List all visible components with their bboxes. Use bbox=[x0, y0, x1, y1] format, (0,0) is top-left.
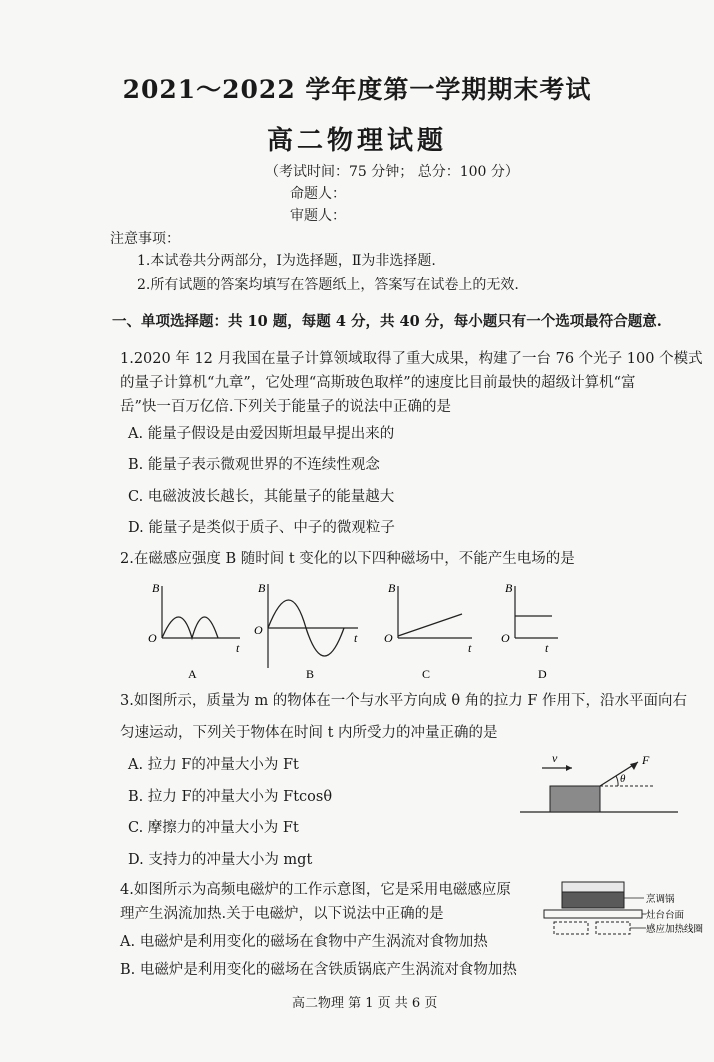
origin-label: O bbox=[254, 623, 263, 637]
q3-stem-line: 匀速运动，下列关于物体在时间 t 内所受力的冲量正确的是 bbox=[120, 725, 498, 741]
q2-graphs bbox=[140, 576, 560, 686]
coil-right bbox=[596, 922, 630, 934]
axis-b-label: B bbox=[152, 581, 160, 595]
q4-figure bbox=[540, 876, 705, 948]
graph-d bbox=[501, 581, 558, 681]
q1-stem-line: 岳”快一百万亿倍.下列关于能量子的说法中正确的是 bbox=[120, 399, 452, 415]
coil-left bbox=[554, 922, 588, 934]
axis-t-label: t bbox=[468, 641, 472, 655]
curve-a bbox=[162, 617, 218, 638]
axis-b-label: B bbox=[258, 581, 266, 595]
author-label: 命题人： bbox=[290, 186, 346, 202]
q3-option-b: B. 拉力 F的冲量大小为 Ftcosθ bbox=[128, 789, 333, 805]
axis-t-label: t bbox=[236, 641, 240, 655]
exam-info: （考试时间：75 分钟； 总分：100 分） bbox=[265, 164, 519, 180]
q4-option-b: B. 电磁炉是利用变化的磁场在含铁质锅底产生涡流对食物加热 bbox=[120, 962, 517, 978]
q2-stem: 2.在磁感应强度 B 随时间 t 变化的以下四种磁场中，不能产生电场的是 bbox=[120, 551, 575, 567]
graph-c bbox=[384, 581, 472, 681]
q4-option-a: A. 电磁炉是利用变化的磁场在食物中产生涡流对食物加热 bbox=[120, 934, 488, 950]
q3-stem-line: 3.如图所示，质量为 m 的物体在一个与水平方向成 θ 角的拉力 F 作用下，沿水平面向右 bbox=[120, 693, 688, 709]
q4-stem-line: 理产生涡流加热.关于电磁炉，以下说法中正确的是 bbox=[120, 906, 444, 922]
q1-stem-line: 的量子计算机“九章”，它处理“高斯玻色取样”的速度比目前最快的超级计算机“富 bbox=[120, 375, 636, 391]
origin-label: O bbox=[384, 631, 393, 645]
stovetop bbox=[544, 910, 642, 918]
q1-option-c: C. 电磁波波长越长，其能量子的能量越大 bbox=[128, 489, 395, 505]
velocity-label: v bbox=[552, 751, 558, 765]
theta-label: θ bbox=[620, 773, 626, 785]
graph-label: D bbox=[538, 667, 547, 681]
note-item: 1.本试卷共分两部分，Ⅰ为选择题，Ⅱ为非选择题. bbox=[137, 253, 436, 269]
block bbox=[550, 786, 600, 812]
q3-option-d: D. 支持力的冲量大小为 mgt bbox=[128, 852, 313, 868]
exam-subtitle: 高二物理试题 bbox=[266, 126, 447, 156]
q3-option-c: C. 摩擦力的冲量大小为 Ft bbox=[128, 820, 299, 836]
axis-b-label: B bbox=[505, 581, 513, 595]
coil-label: 感应加热线圈 bbox=[646, 925, 704, 935]
notes-heading: 注意事项： bbox=[110, 231, 180, 247]
q1-option-b: B. 能量子表示微观世界的不连续性观念 bbox=[128, 457, 380, 473]
graph-label: B bbox=[306, 667, 315, 681]
exam-title: 2021～2022 学年度第一学期期末考试 bbox=[122, 75, 592, 104]
graph-b bbox=[254, 581, 358, 681]
q1-option-d: D. 能量子是类似于质子、中子的微观粒子 bbox=[128, 520, 395, 536]
q3-figure bbox=[514, 748, 684, 818]
page-footer: 高二物理 第 1 页 共 6 页 bbox=[292, 996, 438, 1011]
force-label: F bbox=[642, 753, 650, 767]
axis-t-label: t bbox=[354, 631, 358, 645]
note-item: 2.所有试题的答案均填写在答题纸上，答案写在试卷上的无效. bbox=[137, 277, 519, 293]
curve-c bbox=[398, 614, 462, 636]
graph-label: A bbox=[188, 667, 197, 681]
origin-label: O bbox=[501, 631, 510, 645]
q1-option-a: A. 能量子假设是由爱因斯坦最早提出来的 bbox=[128, 426, 395, 442]
graph-label: C bbox=[422, 667, 431, 681]
q4-stem-line: 4.如图所示为高频电磁炉的工作示意图，它是采用电磁感应原 bbox=[120, 882, 511, 898]
graph-a bbox=[148, 581, 240, 681]
section-heading: 一、单项选择题：共 10 题，每题 4 分，共 40 分，每小题只有一个选项最符合题意. bbox=[112, 313, 662, 330]
stovetop-label: 灶台台面 bbox=[646, 911, 685, 921]
pot-label: 烹调锅 bbox=[646, 895, 675, 905]
axis-b-label: B bbox=[388, 581, 396, 595]
reviewer-label: 审题人： bbox=[290, 208, 346, 224]
q3-option-a: A. 拉力 F的冲量大小为 Ft bbox=[128, 757, 299, 773]
origin-label: O bbox=[148, 631, 157, 645]
axis-t-label: t bbox=[545, 641, 549, 655]
q1-stem-line: 1.2020 年 12 月我国在量子计算领域取得了重大成果，构建了一台 76 个光子 100 个模式 bbox=[120, 351, 703, 367]
